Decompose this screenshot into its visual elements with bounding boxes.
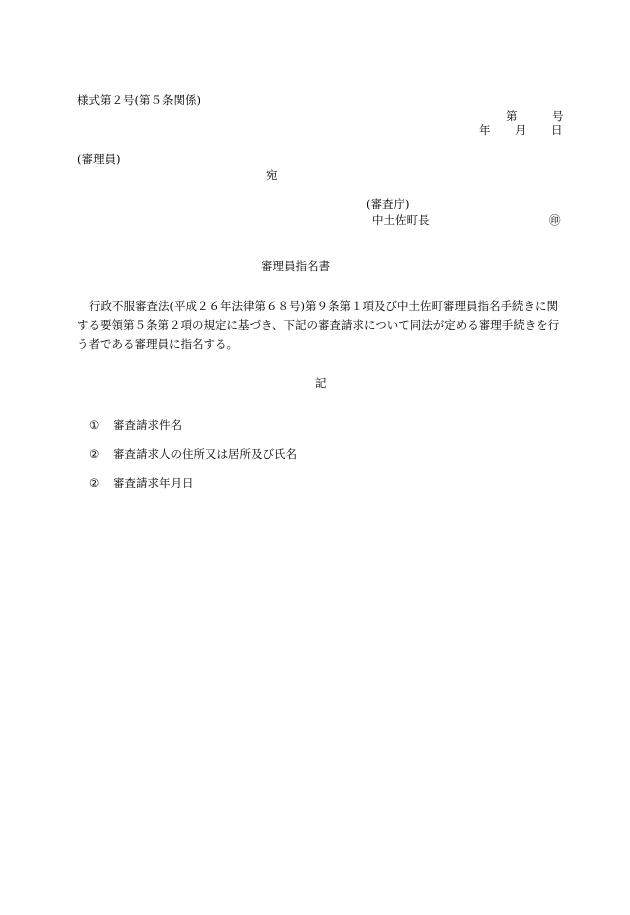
item-number: ② — [89, 476, 100, 490]
document-title: 審理員指名書 — [261, 259, 330, 273]
item-text: 審査請求年月日 — [113, 476, 194, 490]
item-number: ① — [89, 418, 100, 432]
form-label: 様式第２号(第５条関係) — [77, 93, 201, 107]
ki-heading: 記 — [315, 376, 327, 390]
list-item — [89, 476, 194, 490]
date-month: 月 — [515, 123, 527, 137]
doc-number-dai: 第 — [506, 109, 518, 123]
date-day: 日 — [551, 123, 563, 137]
sender-label: (審査庁) — [366, 197, 410, 211]
list-item — [89, 447, 297, 461]
seal-mark: ㊞ — [549, 213, 561, 227]
doc-number-go: 号 — [552, 109, 564, 123]
item-number: ② — [89, 447, 100, 461]
recipient-label: (審理員) — [77, 152, 121, 166]
item-text: 審査請求人の住所又は居所及び氏名 — [113, 447, 297, 461]
list-item — [89, 418, 182, 432]
recipient-ate: 宛 — [266, 168, 278, 182]
body-paragraph: 行政不服審査法(平成２６年法律第６８号)第９条第１項及び中土佐町審理員指名手続きに関する要領第５条第２項の規定に基づき、下記の審査請求について同法が定める審理手続きを行う者である審理員に指名する。 — [77, 299, 560, 351]
item-text: 審査請求件名 — [113, 418, 182, 432]
date-year: 年 — [479, 123, 491, 137]
sender-name: 中土佐町長 — [372, 213, 430, 227]
